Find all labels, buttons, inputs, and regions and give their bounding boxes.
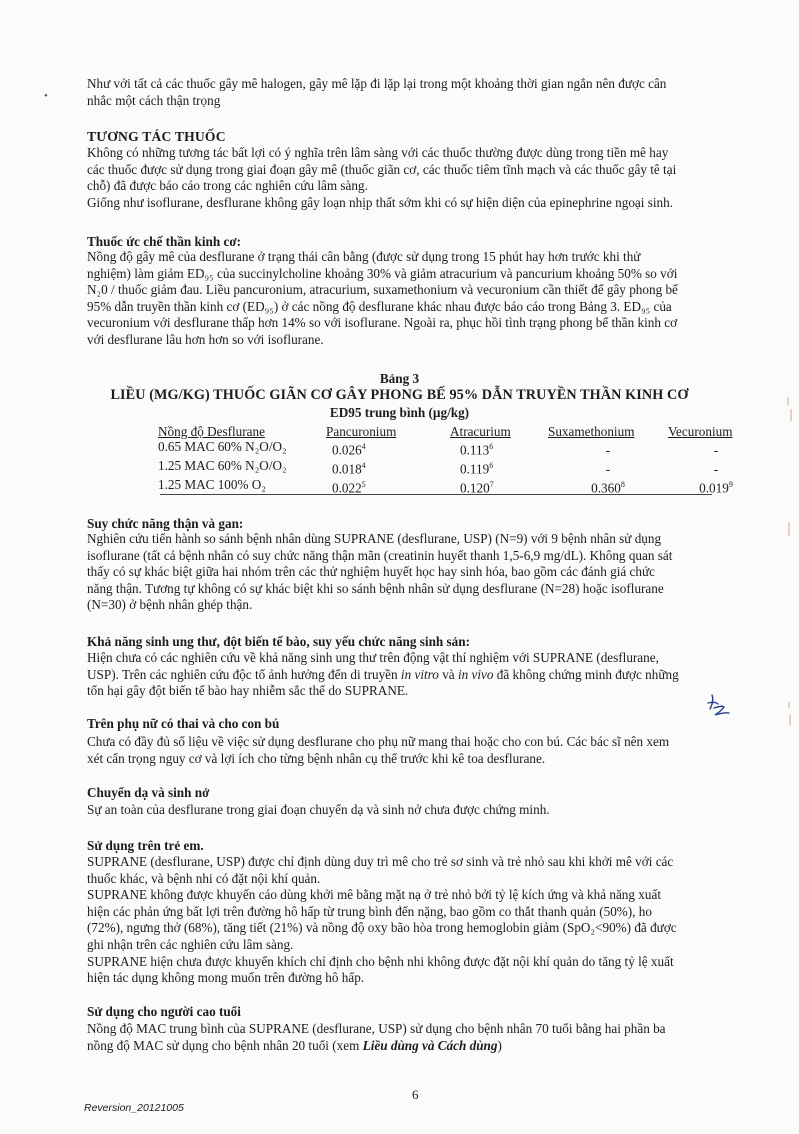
elderly-paragraph (87, 1021, 757, 1054)
cell-atracurium (450, 458, 548, 477)
table-row (158, 439, 764, 458)
text-line: Nghiên cứu tiến hành so sánh bệnh nhân dùng SUPRANE (desflurane, USP) (N=9) với 9 bệnh nhân sử dụng (87, 531, 662, 546)
cell-value: 0.119 (460, 461, 490, 477)
reference-mark: 9 (728, 479, 733, 489)
text-line: (72%), ngưng thở (68%), tăng tiết (21%) và nồng độ oxy bão hòa trong hemoglobin giảm (SpO₂<90%) đã được (87, 920, 677, 936)
text-line: isoflurane (tất cả bệnh nhân có suy chức năng thận mãn (creatinin huyết thanh 1,5-6,9 mg/dL). Không quan sát (87, 547, 673, 563)
text-line: ghi nhận trên các nghiên cứu lâm sàng. (87, 936, 294, 952)
cell-concentration: 1.25 MAC 100% O₂ (158, 476, 266, 492)
text-line: SUPRANE (desflurane, USP) được chỉ định dùng duy trì mê cho trẻ sơ sinh và trẻ nhỏ sau khi khởi mê với các (87, 854, 674, 869)
text-line: Không có những tương tác bất lợi có ý nghĩa trên lâm sàng với các thuốc thường được dùng trong tiền mê hay (87, 145, 669, 160)
section-heading-labor: Chuyển dạ và sinh nở (87, 785, 210, 800)
text-line: thuốc khác, và bệnh nhi có đặt nội khí quản. (87, 870, 321, 886)
reference-mark: 4 (361, 442, 366, 451)
cell-vecuronium (668, 458, 764, 477)
header-vecuronium: Vecuronium (668, 424, 733, 439)
table-row (158, 458, 764, 477)
cell-pancuronium (326, 439, 450, 458)
cell-value: 0.360 (591, 480, 621, 496)
section-heading-elderly: Sử dụng cho người cao tuổi (87, 1004, 241, 1019)
carcinogenic-paragraph (87, 650, 757, 700)
header-suxamethonium: Suxamethonium (548, 424, 635, 439)
text-run: nồng độ MAC sử dụng cho bệnh nhân 20 tuổi (xem (87, 1037, 363, 1053)
section-heading-interactions: TƯƠNG TÁC THUỐC (87, 129, 226, 144)
text-line: hiện các phản ứng bất lợi trên đường hô hấp từ trung bình đến nặng, bao gồm co thắt thanh quản (50%), ho (87, 903, 652, 919)
text-line: thấy có sự khác biệt giữa hai nhóm trên các thử nghiệm huyết học hay sinh hóa, bao gồm các đánh giá chức (87, 564, 656, 580)
cell-value: - (713, 442, 719, 458)
section-heading-pediatric: Sử dụng trên trẻ em. (87, 838, 204, 853)
reference-mark: 5 (361, 479, 366, 489)
renal-paragraph (87, 531, 757, 614)
intro-paragraph (87, 76, 757, 109)
reference-mark: 6 (489, 460, 494, 470)
table-bottom-rule (160, 494, 712, 495)
cell-value: 0.019 (699, 480, 729, 496)
reference-mark: 7 (489, 479, 494, 489)
text-run: đã không chứng minh được những (493, 666, 679, 682)
table-header-row (158, 424, 764, 439)
text-line: N₂0 / thuốc giảm đau. Liều pancuronium, atracurium, suxamethonium và vecuronium cần thiết để gây phong bế (87, 282, 678, 298)
cell-suxamethonium (548, 458, 668, 477)
text-line (87, 667, 757, 684)
text-line: Nồng độ MAC trung bình của SUPRANE (desflurane, USP) sử dụng cho bệnh nhân 70 tuổi bằng hai phần ba (87, 1021, 666, 1036)
italic-term: in vivo (457, 666, 494, 682)
section-heading-neuromuscular: Thuốc ức chế thần kinh cơ: (87, 234, 242, 249)
text-run: và (438, 666, 458, 682)
text-line: Nồng độ gây mê của desflurane ở trạng thái cân bằng (được sử dụng trong 15 phút hay hơn trước khi thử (87, 249, 641, 264)
cell-pancuronium (326, 477, 450, 496)
neuromuscular-paragraph (87, 249, 757, 349)
text-line (87, 1038, 757, 1055)
interactions-paragraph (87, 145, 757, 211)
cell-atracurium (450, 439, 548, 458)
cell-vecuronium (668, 477, 764, 496)
text-line: SUPRANE không được khuyến cáo dùng khởi mê bằng mặt nạ ở trẻ nhỏ bởi tỷ lệ kích ứng và khả năng xuất (87, 887, 661, 903)
cell-value: 0.026 (332, 442, 362, 458)
cell-pancuronium (326, 458, 450, 477)
text-line: Hiện chưa có các nghiên cứu về khả năng sinh ung thư trên động vật thí nghiệm với SUPRANE (desflurane, (87, 650, 659, 665)
italic-term: in vitro (400, 666, 439, 682)
cell-value: - (713, 461, 719, 477)
table-subtitle: ED95 trung bình (µg/kg) (329, 405, 470, 420)
scan-artifact (786, 520, 794, 540)
text-line: năng thận. Tương tự không có sự khác biệt khi so sánh bệnh nhân sử dụng desflurane (N=28) hoặc isoflurane (87, 580, 664, 596)
text-line: xét cẩn trọng nguy cơ và lợi ích cho từng bệnh nhân cụ thể trước khi kê toa desflurane. (87, 750, 546, 766)
table-label: Bảng 3 (379, 371, 420, 386)
dose-table (158, 424, 764, 496)
text-line: Giống như isoflurane, desflurane không gây loạn nhịp thất sớm khi có sự hiện diện của epinephrine ngoại sinh. (87, 194, 674, 210)
text-line: tổn hại gây đột biến tế bào hay nhiễm sắc thể do SUPRANE. (87, 683, 409, 699)
text-run: USP). Trên các nghiên cứu độc tố ảnh hưởng đến di truyền (87, 666, 401, 682)
text-line: Như với tất cả các thuốc gây mê halogen, gây mê lặp đi lặp lại trong một khoảng thời gian ngắn nên được cân (87, 76, 667, 91)
cell-value: 0.022 (332, 480, 362, 496)
table-row (158, 477, 764, 496)
header-concentration: Nồng độ Desflurane (158, 424, 265, 439)
cross-reference: Liều dùng và Cách dùng (362, 1037, 498, 1053)
handwritten-initials (702, 691, 736, 721)
reference-mark: 8 (620, 479, 625, 489)
cell-value: 0.113 (460, 442, 490, 458)
scan-mark: • (44, 90, 48, 102)
cell-value: - (605, 461, 611, 477)
cell-vecuronium (668, 439, 764, 458)
cell-atracurium (450, 477, 548, 496)
cell-concentration: 0.65 MAC 60% N₂O/O₂ (158, 439, 287, 454)
reference-mark: 4 (361, 460, 366, 470)
table-title: LIỀU (MG/KG) THUỐC GIÃN CƠ GÂY PHONG BẾ 95% DẪN TRUYỀN THẦN KINH CƠ (110, 387, 689, 403)
text-line: các thuốc được sử dụng trong giai đoạn gây mê (thuốc giãn cơ, các thuốc tiêm tĩnh mạch và các thuốc gây tê tại (87, 161, 677, 177)
text-line: vecuronium với desflurane thấp hơn 14% so với isoflurane. Ngoài ra, phục hồi tình trạng phong bế thần kinh cơ (87, 315, 678, 331)
text-line: Sự an toàn của desflurane trong giai đoạn chuyển dạ và sinh nở chưa được chứng minh. (87, 802, 550, 817)
cell-value: 0.018 (332, 461, 362, 477)
cell-concentration: 1.25 MAC 60% N₂O/O₂ (158, 457, 287, 473)
text-line: nhắc một cách thận trọng (87, 92, 221, 108)
pediatric-paragraph (87, 854, 757, 987)
text-line: nghiệm) làm giảm ED₉₅ của succinylcholine khoảng 30% và giảm atracurium và pancurium khoảng 50% so với (87, 265, 678, 281)
text-line: với desflurane lâu hơn hơn so với isoflurane. (87, 331, 324, 347)
section-heading-renal: Suy chức năng thận và gan: (87, 516, 244, 531)
pregnancy-paragraph (87, 734, 757, 767)
section-heading-pregnancy: Trên phụ nữ có thai và cho con bú (87, 716, 280, 731)
cell-suxamethonium (548, 439, 668, 458)
reference-mark: 6 (489, 442, 494, 451)
section-heading-carcinogenic: Khả năng sinh ung thư, đột biến tế bào, suy yếu chức năng sinh sản: (87, 634, 470, 649)
footer-revision: Reversion_20121005 (84, 1102, 184, 1114)
scan-artifact (786, 395, 794, 425)
text-line: chỗ) đã được báo cáo trong các nghiên cứu lâm sàng. (87, 178, 368, 194)
cell-value: - (605, 442, 611, 458)
text-line: SUPRANE hiện chưa được khuyến khích chỉ định cho bệnh nhi không được đặt nội khí quản do tăng tỷ lệ xuất (87, 953, 674, 969)
cell-value: 0.120 (460, 480, 490, 496)
scan-artifact (786, 700, 794, 730)
text-run: ) (497, 1037, 502, 1053)
text-line: hiện tác dụng không mong muốn trên đường hô hấp. (87, 970, 365, 986)
text-line: (N=30) ở bệnh nhân ghép thận. (87, 597, 253, 613)
labor-paragraph (87, 802, 757, 819)
page-number: 6 (412, 1087, 419, 1102)
text-line: 95% dẫn truyền thần kinh cơ (ED₉₅) ở các nồng độ desflurane khác nhau được báo cáo trong Bảng 3. ED₉₅ của (87, 298, 672, 314)
cell-suxamethonium (548, 477, 668, 496)
text-line: Chưa có đầy đủ số liệu về việc sử dụng desflurane cho phụ nữ mang thai hoặc cho con bú. Các bác sĩ nên xem (87, 734, 670, 749)
header-atracurium: Atracurium (450, 424, 511, 439)
header-pancuronium: Pancuronium (326, 424, 397, 439)
